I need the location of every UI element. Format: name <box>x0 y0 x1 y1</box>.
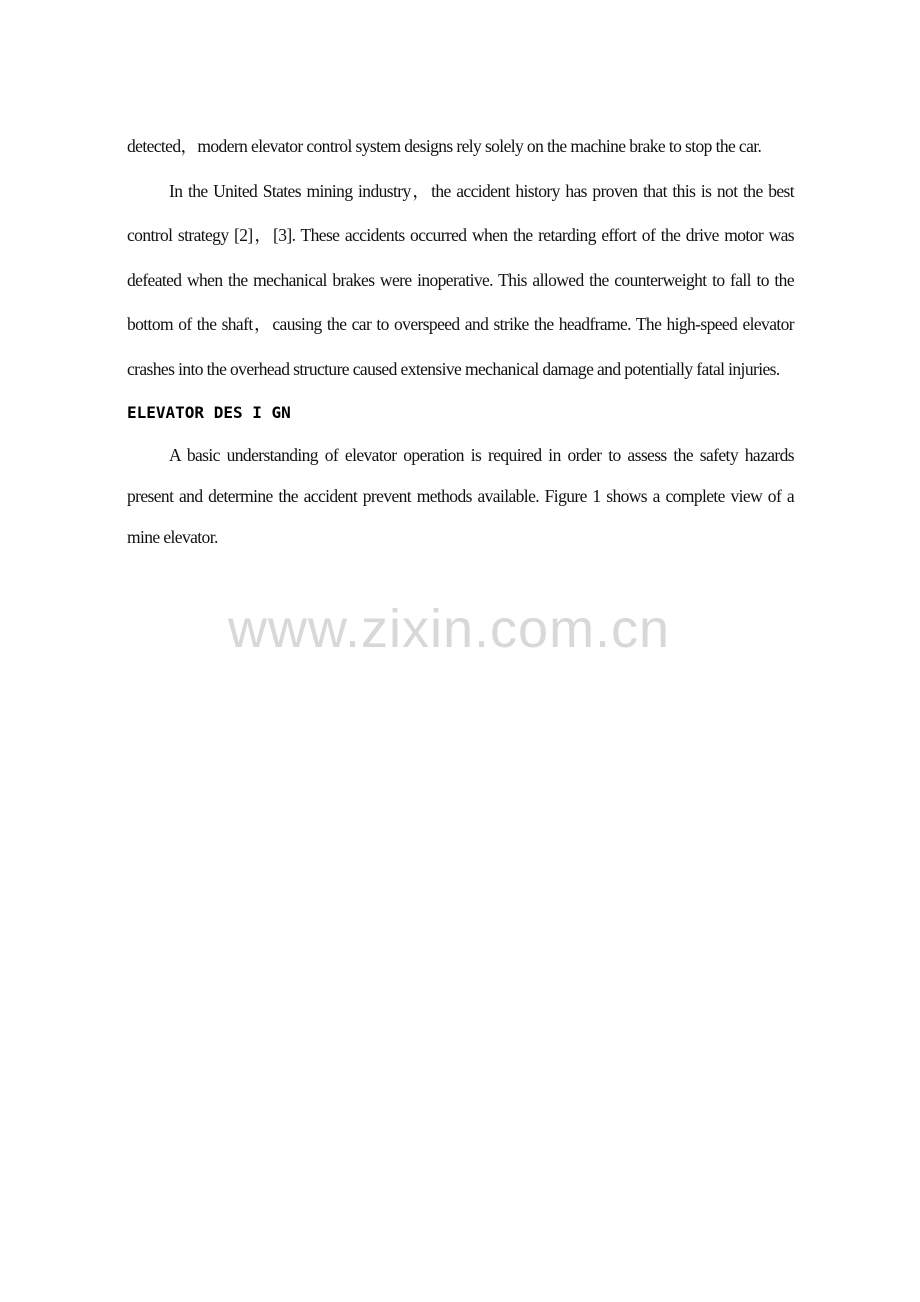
section-heading: ELEVATOR DES I GN <box>127 403 291 422</box>
watermark: www.zixin.com.cn <box>228 599 671 659</box>
paragraph-accident-history: In the United States mining industry，the accident history has proven that this is not the best control strategy [2]，[3]. These accidents occurred when the retarding effort of the drive motor was defeated when the mechanical brakes were inoperative. This allowed the counterweight to fall to the bottom of the shaft，causing the car to overspeed and strike the headframe. The high-speed elevator crashes into the overhead structure caused extensive mechanical damage and potentially fatal injuries. <box>127 180 794 379</box>
paragraph-elevator-design: A basic understanding of elevator operation is required in order to assess the safety hazards present and determine the accident prevent methods available. Figure 1 shows a complete view of a mine elevator. <box>127 445 794 547</box>
document-body <box>127 124 794 558</box>
paragraph-continued: detected，modern elevator control system designs rely solely on the machine brake to stop the car. <box>127 136 762 156</box>
